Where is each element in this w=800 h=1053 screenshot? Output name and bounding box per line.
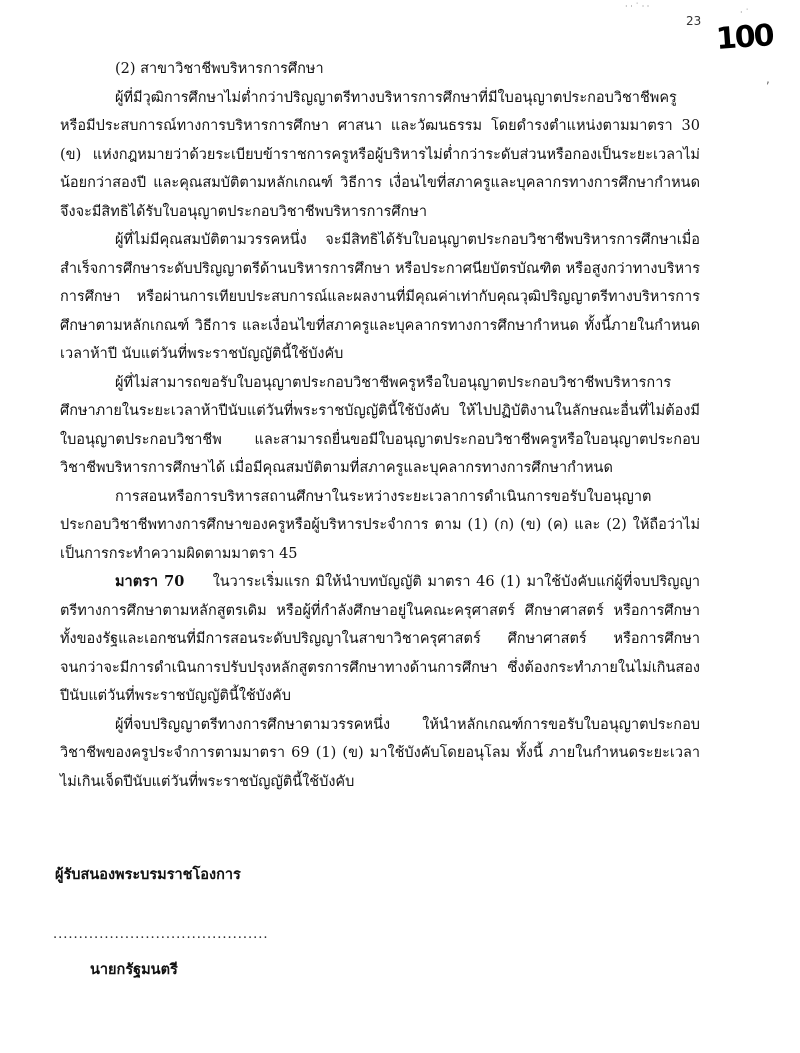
signatory-title: นายกรัฐมนตรี xyxy=(90,961,178,978)
signature-line: .......................................... xyxy=(53,927,269,942)
paragraph: ผู้ที่มีวุฒิการศึกษาไม่ต่ำกว่าปริญญาตรีทางบริหารการศึกษาที่มีใบอนุญาตประกอบวิชาชีพครู หรือมีประสบการณ์ทางการบริหารการศึกษา ศาสนา และวัฒนธรรม โดยดำรงตำแหน่งตามมาตรา 30 (ข) แห่งกฎหมายว่าด้วยระเบียบข้าราชการครูหรือผู้บริหารไม่ต่ำกว่าระดับส่วนหรือกองเป็นระยะเวลาไม่น้อยกว่าสองปี และคุณสมบัติตามหลักเกณฑ์ วิธีการ เงื่อนไขที่สภาครูและบุคลากรทางการศึกษากำหนดจึงจะมีสิทธิได้รับใบอนุญาตประกอบวิชาชีพบริหารการศึกษา xyxy=(60,89,700,220)
scan-speck: · · ˙ · · xyxy=(625,2,650,11)
document-body xyxy=(60,55,700,796)
paragraph: ผู้ที่จบปริญญาตรีทางการศึกษาตามวรรคหนึ่ง ให้นำหลักเกณฑ์การขอรับใบอนุญาตประกอบวิชาชีพของครูประจำการตามมาตรา 69 (1) (ข) มาใช้บังคับโดยอนุโลม ทั้งนี้ ภายในกำหนดระยะเวลาไม่เกินเจ็ดปีนับแต่วันที่พระราชบัญญัตินี้ใช้บังคับ xyxy=(60,716,700,790)
handwritten-page-number: 100 xyxy=(714,18,774,57)
paragraph: ผู้ที่ไม่สามารถขอรับใบอนุญาตประกอบวิชาชีพครูหรือใบอนุญาตประกอบวิชาชีพบริหารการศึกษาภายในระยะเวลาห้าปีนับแต่วันที่พระราชบัญญัตินี้ใช้บังคับ ให้ไปปฏิบัติงานในลักษณะอื่นที่ไม่ต้องมีใบอนุญาตประกอบวิชาชีพ และสามารถยื่นขอมีใบอนุญาตประกอบวิชาชีพครูหรือใบอนุญาตประกอบวิชาชีพบริหารการศึกษาได้ เมื่อมีคุณสมบัติตามที่สภาครูและบุคลากรทางการศึกษากำหนด xyxy=(60,374,700,476)
scan-speck: , xyxy=(766,72,770,86)
paragraph: ผู้ที่ไม่มีคุณสมบัติตามวรรคหนึ่ง จะมีสิทธิได้รับใบอนุญาตประกอบวิชาชีพบริหารการศึกษาเมื่อสำเร็จการศึกษาระดับปริญญาตรีด้านบริหารการศึกษา หรือประกาศนียบัตรบัณฑิต หรือสูงกว่าทางบริหารการศึกษา หรือผ่านการเทียบประสบการณ์และผลงานที่มีคุณค่าเท่ากับคุณวุฒิปริญญาตรีทางบริหารการศึกษาตามหลักเกณฑ์ วิธีการ และเงื่อนไขที่สภาครูและบุคลากรทางการศึกษากำหนด ทั้งนี้ภายในกำหนดเวลาห้าปี นับแต่วันที่พระราชบัญญัตินี้ใช้บังคับ xyxy=(60,232,700,362)
scan-speck: · ˙ xyxy=(740,8,750,17)
section-70-paragraph xyxy=(60,568,700,711)
section-label: มาตรา 70 xyxy=(115,573,185,590)
page-number: 23 xyxy=(686,14,702,28)
section-text: ในวาระเริ่มแรก มิให้นำบทบัญญัติ มาตรา 46 (1) มาใช้บังคับแก่ผู้ที่จบปริญญาตรีทางการศึกษาตามหลักสูตรเดิม หรือผู้ที่กำลังศึกษาอยู่ในคณะครุศาสตร์ ศึกษาศาสตร์ หรือการศึกษาทั้งของรัฐและเอกชนที่มีการสอนระดับปริญญาในสาขาวิชาครุศาสตร์ ศึกษาศาสตร์ หรือการศึกษา จนกว่าจะมีการดำเนินการปรับปรุงหลักสูตรการศึกษาทางด้านการศึกษา ซึ่งต้องกระทำภายในไม่เกินสองปีนับแต่วันที่พระราชบัญญัตินี้ใช้บังคับ xyxy=(60,574,701,704)
section-heading: (2) สาขาวิชาชีพบริหารการศึกษา xyxy=(115,61,324,77)
signatory-heading: ผู้รับสนองพระบรมราชโองการ xyxy=(55,866,241,883)
paragraph: การสอนหรือการบริหารสถานศึกษาในระหว่างระยะเวลาการดำเนินการขอรับใบอนุญาตประกอบวิชาชีพทางการศึกษาของครูหรือผู้บริหารประจำการ ตาม (1) (ก) (ข) (ค) และ (2) ให้ถือว่าไม่เป็นการกระทำความผิดตามมาตรา 45 xyxy=(60,488,700,562)
